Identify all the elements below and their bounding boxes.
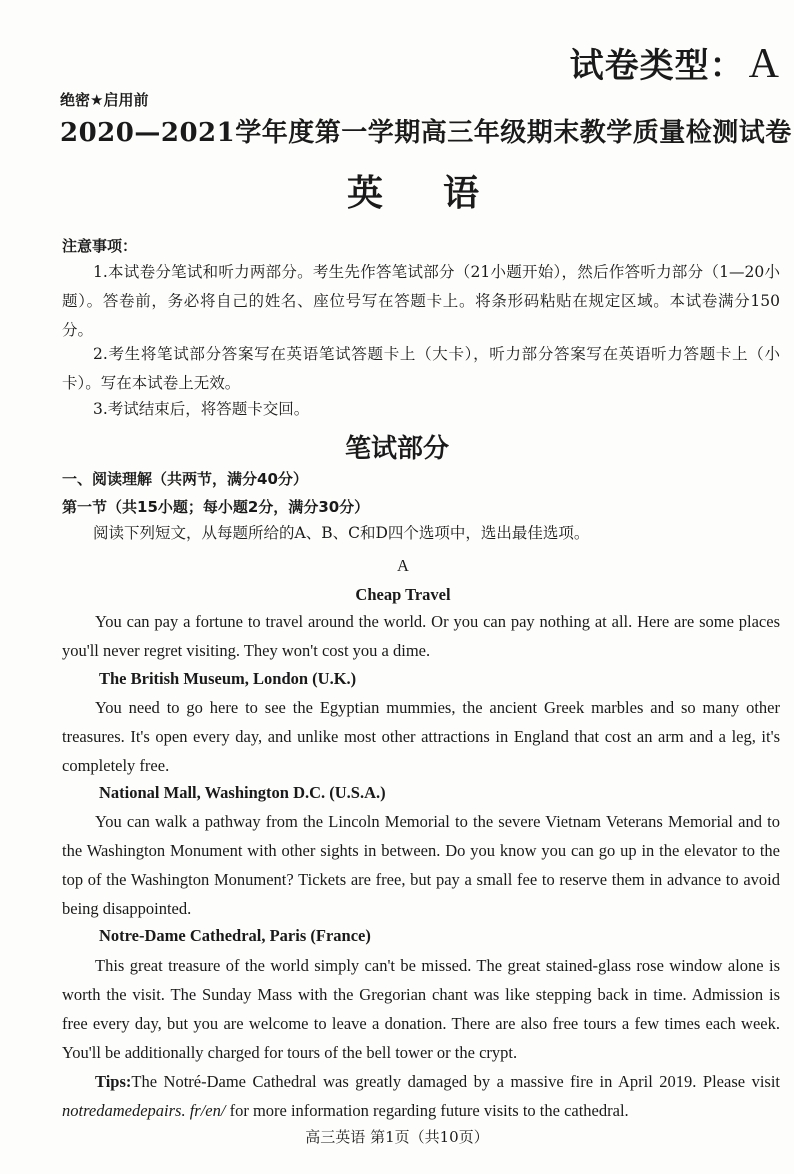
tips-paragraph	[62, 1067, 780, 1125]
note-item-2: 2.考生将笔试部分答案写在英语笔试答题卡上（大卡），听力部分答案写在英语听力答题卡上（小卡）。写在本试卷上无效。	[62, 345, 780, 392]
exam-type-letter: A	[748, 41, 780, 87]
note-item-3: 3.考试结束后，将答题卡交回。	[93, 400, 310, 418]
note-item-1: 1.本试卷分笔试和听力两部分。考生先作答笔试部分（21小题开始），然后作答听力部分（1—20小题）。答卷前，务必将自己的姓名、座位号写在答题卡上。将条形码粘贴在规定区域。本试卷满分150分。	[62, 263, 780, 339]
tips-text-before: The Notré-Dame Cathedral was greatly damaged by a massive fire in April 2019. Please visit	[131, 1072, 780, 1091]
place-text-notre-dame: This great treasure of the world simply can't be missed. The great stained-glass rose window alone is worth the visit. The Sunday Mass with the Gregorian chant was like stepping back in time. Admission is free every day, but you are welcome to leave a donation. There are also free tours a few times each week. You'll be additionally charged for tours of the bell tower or the crypt.	[62, 956, 780, 1062]
place-heading-national-mall: National Mall, Washington D.C. (U.S.A.)	[99, 783, 386, 802]
written-part-title: 笔试部分	[344, 434, 449, 464]
subject-title: 英语	[347, 172, 540, 214]
passage-intro: You can pay a fortune to travel around the world. Or you can pay nothing at all. Here are some places you'll never regret visiting. They won't cost you a dime.	[62, 612, 780, 660]
reading-instruction: 阅读下列短文，从每题所给的A、B、C和D四个选项中，选出最佳选项。	[93, 524, 590, 542]
place-heading-british-museum: The British Museum, London (U.K.)	[99, 669, 357, 688]
tips-text-after: for more information regarding future visits to the cathedral.	[225, 1101, 629, 1120]
place-text-british-museum: You need to go here to see the Egyptian mummies, the ancient Greek marbles and so many other treasures. It's open every day, and unlike most other attractions in England that cost an arm and a leg, it's completely free.	[62, 698, 780, 775]
place-heading-notre-dame: Notre-Dame Cathedral, Paris (France)	[99, 926, 371, 945]
passage-letter: A	[397, 556, 409, 575]
secret-label: 绝密★启用前	[60, 91, 149, 109]
exam-title: 2020—2021学年度第一学期高三年级期末教学质量检测试卷	[60, 118, 792, 148]
exam-type	[570, 38, 780, 88]
tips-label: Tips:	[95, 1072, 132, 1091]
passage-title: Cheap Travel	[355, 585, 451, 604]
exam-type-label: 试卷类型：	[569, 46, 745, 86]
section-one-heading: 第一节（共15小题；每小题2分，满分30分）	[62, 498, 370, 516]
part-one-heading: 一、阅读理解（共两节，满分40分）	[62, 470, 308, 488]
page-footer: 高三英语 第1页（共10页）	[305, 1128, 489, 1146]
tips-url: notredamedepairs. fr/en/	[62, 1101, 226, 1120]
notes-label: 注意事项：	[62, 237, 138, 255]
place-text-national-mall: You can walk a pathway from the Lincoln Memorial to the severe Vietnam Veterans Memorial and to the Washington Monument with other sights in between. Do you know you can go up in the elevator to the top of the Washington Monument? Tickets are free, but pay a small fee to reserve them in advance to avoid being disappointed.	[62, 812, 780, 918]
